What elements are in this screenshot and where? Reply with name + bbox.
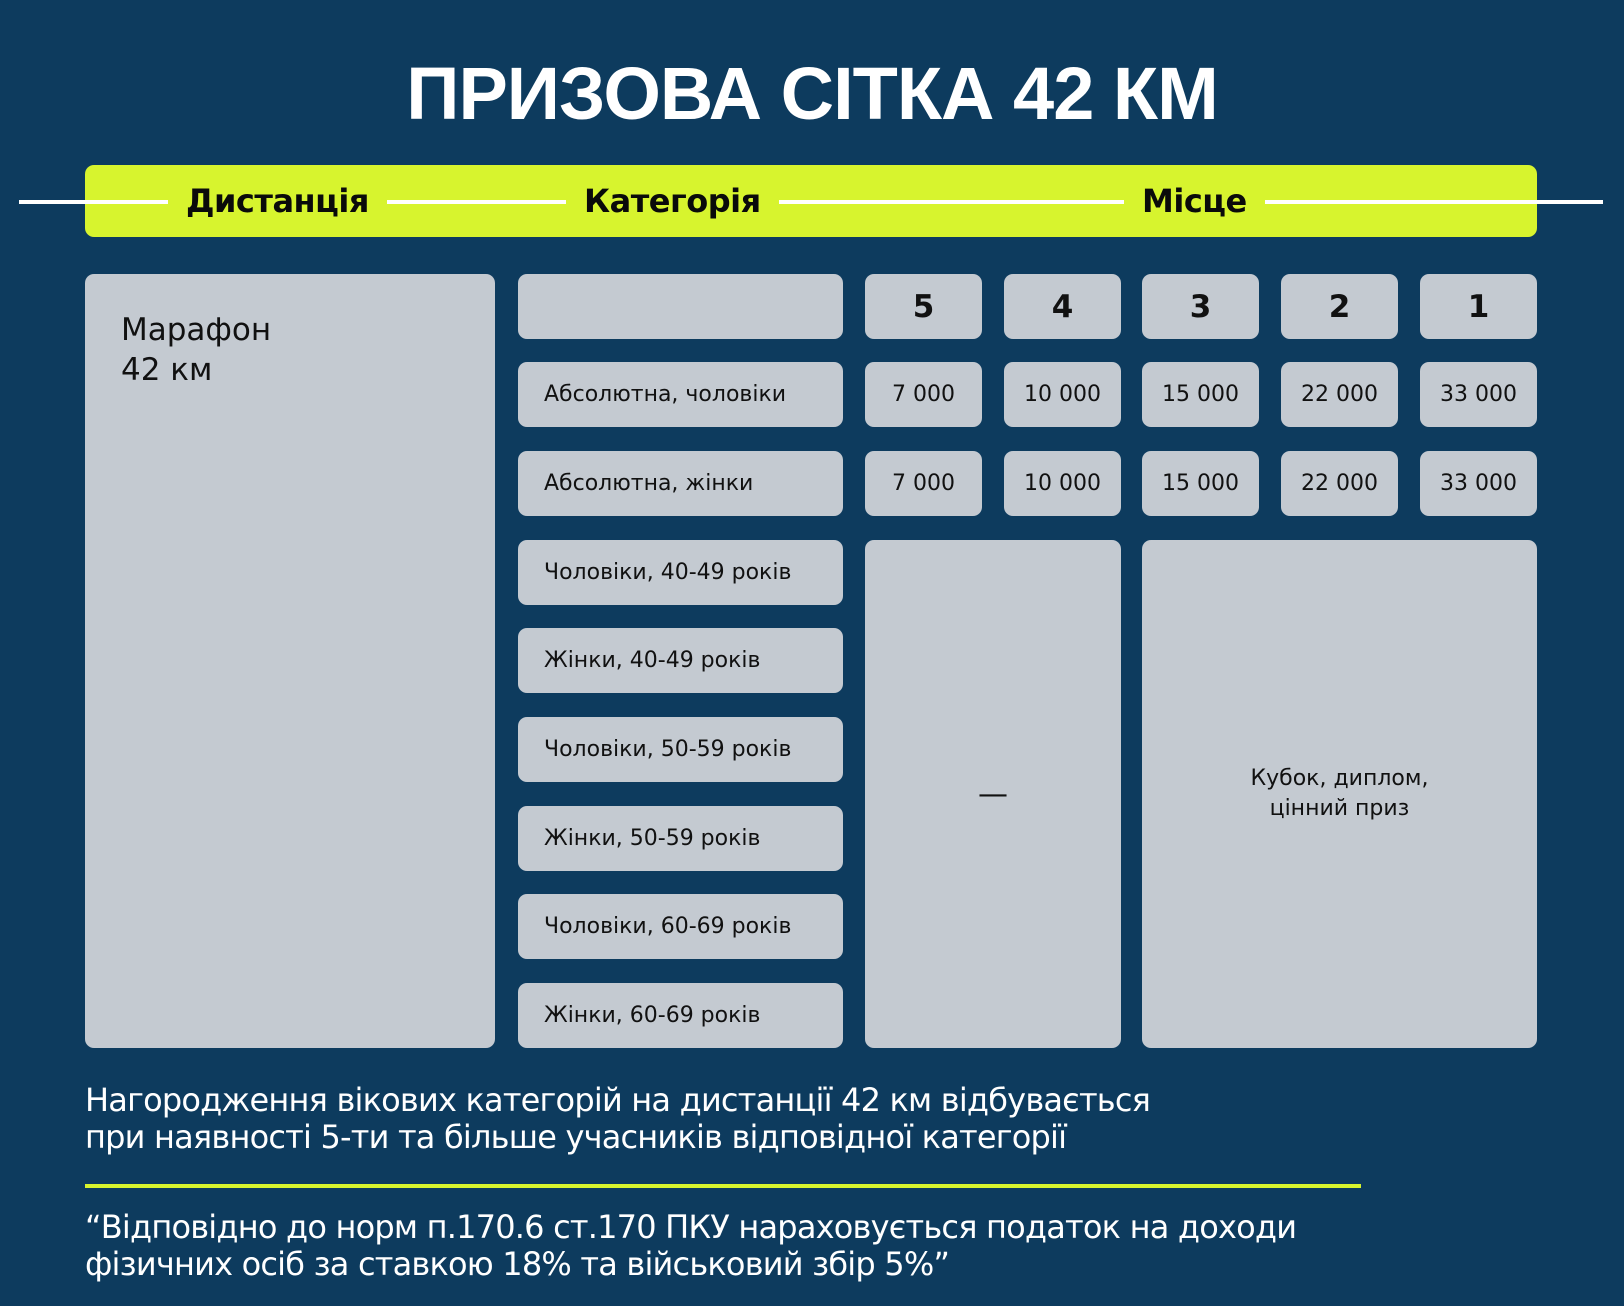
- prize-cell: 33 000: [1420, 451, 1537, 516]
- category-women-50-59: Жінки, 50-59 років: [518, 806, 843, 871]
- trophy-text-line1: Кубок, диплом,: [1250, 766, 1429, 791]
- prize-cell: 10 000: [1004, 451, 1121, 516]
- column-header-place: Місце: [1124, 180, 1265, 222]
- category-men-40-49: Чоловіки, 40-49 років: [518, 540, 843, 605]
- category-header-empty: [518, 274, 843, 339]
- prize-cell: 7 000: [865, 451, 982, 516]
- place-header-1: 1: [1420, 274, 1537, 339]
- category-absolute-men: Абсолютна, чоловіки: [518, 362, 843, 427]
- category-women-60-69: Жінки, 60-69 років: [518, 983, 843, 1048]
- place-header-4: 4: [1004, 274, 1121, 339]
- column-header-distance: Дистанція: [168, 180, 387, 222]
- tax-note-line2: фізичних осіб за ставкою 18% та військовий збір 5%”: [85, 1245, 950, 1283]
- page-title: ПРИЗОВА СІТКА 42 КМ: [406, 52, 1218, 135]
- place-header-3: 3: [1142, 274, 1259, 339]
- category-men-50-59: Чоловіки, 50-59 років: [518, 717, 843, 782]
- category-men-60-69: Чоловіки, 60-69 років: [518, 894, 843, 959]
- distance-label: [121, 310, 271, 390]
- age-groups-places-5-4: [865, 540, 1121, 1048]
- place-header-5: 5: [865, 274, 982, 339]
- tax-note: [85, 1209, 1585, 1283]
- accent-divider: [85, 1184, 1361, 1188]
- category-absolute-women: Абсолютна, жінки: [518, 451, 843, 516]
- column-header-category: Категорія: [566, 180, 779, 222]
- prize-cell: 33 000: [1420, 362, 1537, 427]
- award-note-line1: Нагородження вікових категорій на дистанції 42 км відбувається: [85, 1081, 1151, 1119]
- distance-name: Марафон: [121, 312, 272, 348]
- distance-km: 42 км: [121, 352, 213, 388]
- prize-cell: 22 000: [1281, 362, 1398, 427]
- place-header-2: 2: [1281, 274, 1398, 339]
- distance-cell: [85, 274, 495, 1048]
- prize-cell: 22 000: [1281, 451, 1398, 516]
- no-prize-dash: —: [978, 776, 1008, 812]
- prize-cell: 10 000: [1004, 362, 1121, 427]
- tax-note-line1: “Відповідно до норм п.170.6 ст.170 ПКУ нараховується податок на доходи: [85, 1208, 1297, 1246]
- prize-cell: 15 000: [1142, 362, 1259, 427]
- award-note-line2: при наявності 5-ти та більше учасників відповідної категорії: [85, 1118, 1067, 1156]
- prize-cell: 15 000: [1142, 451, 1259, 516]
- age-groups-places-3-1: [1142, 540, 1537, 1048]
- category-women-40-49: Жінки, 40-49 років: [518, 628, 843, 693]
- award-note: [85, 1082, 1545, 1156]
- trophy-text-line2: цінний приз: [1269, 796, 1410, 821]
- prize-cell: 7 000: [865, 362, 982, 427]
